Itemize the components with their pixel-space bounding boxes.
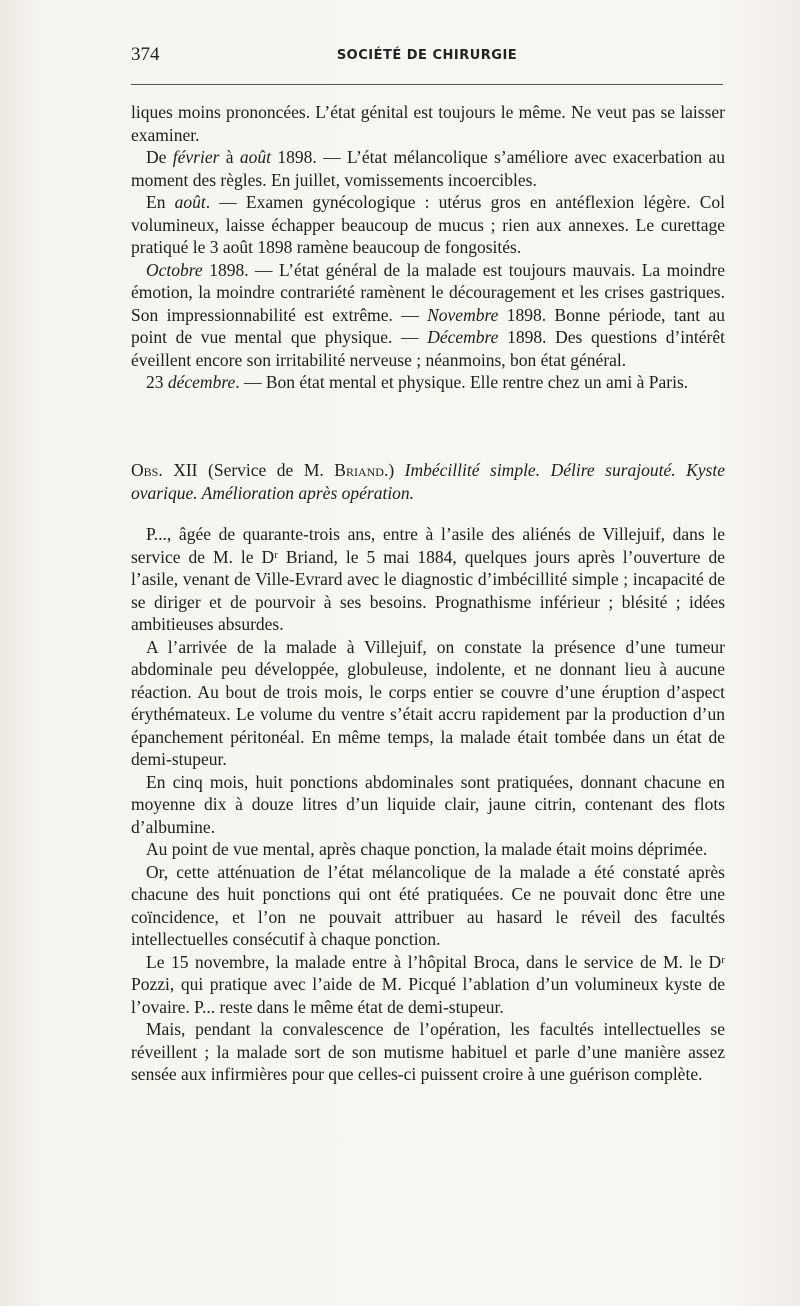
small-caps-text: Obs: [131, 460, 159, 480]
paragraph: [131, 191, 725, 259]
paragraph: [131, 259, 725, 372]
italic-text: décembre: [167, 372, 236, 392]
text-run: . — Examen gynécologique : utérus gros en antéflexion légère. Col volumineux, laisse échapper beaucoup de mucus ; rien aux annexes. Le curettage pratiqué le 3 août 1898 ramène beaucoup de fongosités.: [131, 192, 725, 257]
text-run: 1898. — L’état mélancolique s’améliore avec exacerbation au moment des règles. En juillet, vomissements incoercibles.: [131, 147, 725, 190]
text-run: 1898. Des questions d’intérêt éveillent encore son irritabilité nerveuse ; néanmoins, bon état général.: [131, 327, 725, 370]
text-run: liques moins prononcées. L’état génital est toujours le même. Ne veut pas se laisser examiner.: [131, 102, 725, 145]
observation-title: [131, 459, 725, 504]
running-title: SOCIÉTÉ DE CHIRURGIE: [336, 48, 518, 63]
header-rule: [131, 84, 723, 85]
italic-text: août: [239, 147, 272, 167]
paragraph: [131, 1018, 725, 1086]
paragraph: [131, 101, 725, 146]
text-run: .): [383, 460, 405, 480]
italic-text: Imbécillité simple. Délire surajouté. Kyste ovarique. Amélioration après opération.: [131, 460, 726, 503]
text-run: . — Bon état mental et physique. Elle rentre chez un ami à Paris.: [235, 372, 689, 392]
text-run: P..., âgée de quarante-trois ans, entre à l’asile des aliénés de Villejuif, dans le service de M. le Dʳ Briand, le 5 mai 1884, quelques jours après l’ouverture de l’asile, venant de Ville-Evrard avec le diagnostic d’imbécillité simple ; incapacité de se diriger et de pourvoir à ses besoins. Prognathisme inférieur ; blésité ; idées ambitieuses absurdes.: [131, 524, 725, 634]
paragraph: [131, 951, 725, 1019]
paragraph: [131, 523, 725, 636]
paragraph: [131, 771, 725, 839]
text-block-case: [131, 523, 725, 1086]
text-run: Mais, pendant la convalescence de l’opération, les facultés intellectuelles se réveillent ; la malade sort de son mutisme habituel et parle d’une manière assez sensée aux infirmières pour que celles-ci puissent croire à une guérison complète.: [131, 1019, 725, 1084]
text-run: 1898. — L’état général de la malade est toujours mauvais. La moindre émotion, la moindre contrariété ramènent le découragement et les crises gastriques. Son impressionnabilité est extrême. —: [131, 259, 725, 325]
page-header: [131, 44, 723, 72]
italic-text: Octobre: [146, 259, 203, 280]
italic-text: août: [174, 192, 206, 212]
italic-text: février: [172, 147, 220, 167]
text-block-continued: [131, 101, 725, 394]
text-run: . XII (Service de M.: [158, 460, 335, 480]
text-run: Au point de vue mental, après chaque ponction, la malade était moins déprimée.: [146, 839, 708, 859]
paragraph: [131, 146, 725, 191]
text-run: à: [219, 147, 240, 167]
paragraph: [131, 636, 725, 771]
italic-text: Décembre: [427, 327, 499, 347]
italic-text: Novembre: [427, 304, 499, 325]
text-run: A l’arrivée de la malade à Villejuif, on constate la présence d’une tumeur abdominale peu développée, globuleuse, indolente, et ne donnant lieu à aucune réaction. Au bout de trois mois, le corps entier se couvre d’une éruption d’aspect érythémateux. Le volume du ventre s’était accru rapidement par la production d’un épanchement péritonéal. En même temps, la malade était tombée dans un état de demi-stupeur.: [131, 636, 725, 769]
observation-heading: [131, 459, 725, 504]
paragraph: [131, 861, 725, 951]
text-run: 1898. Bonne période, tant au point de vue mental que physique. —: [131, 304, 725, 347]
small-caps-text: Briand: [334, 460, 384, 480]
text-run: Or, cette atténuation de l’état mélancolique de la malade a été constaté après chacune des huit ponctions qui ont été pratiquées. Ce ne pouvait donc être une coïncidence, et l’on ne pouvait attribuer au hasard le réveil des facultés intellectuelles consécutif à chaque ponction.: [131, 861, 725, 949]
text-run: Le 15 novembre, la malade entre à l’hôpital Broca, dans le service de M. le Dʳ Pozzi, qui pratique avec l’aide de M. Picqué l’ablation d’un volumineux kyste de l’ovaire. P... reste dans le même état de demi-stupeur.: [131, 951, 725, 1017]
text-run: En: [146, 192, 175, 212]
text-run: En cinq mois, huit ponctions abdominales sont pratiquées, donnant chacune en moyenne dix à douze litres d’un liquide clair, jaune citrin, contenant des flots d’albumine.: [131, 771, 725, 837]
text-run: 23: [146, 372, 168, 392]
text-run: De: [146, 147, 173, 167]
paragraph: [131, 371, 725, 394]
paragraph: [131, 838, 725, 861]
page-number: 374: [131, 44, 160, 65]
